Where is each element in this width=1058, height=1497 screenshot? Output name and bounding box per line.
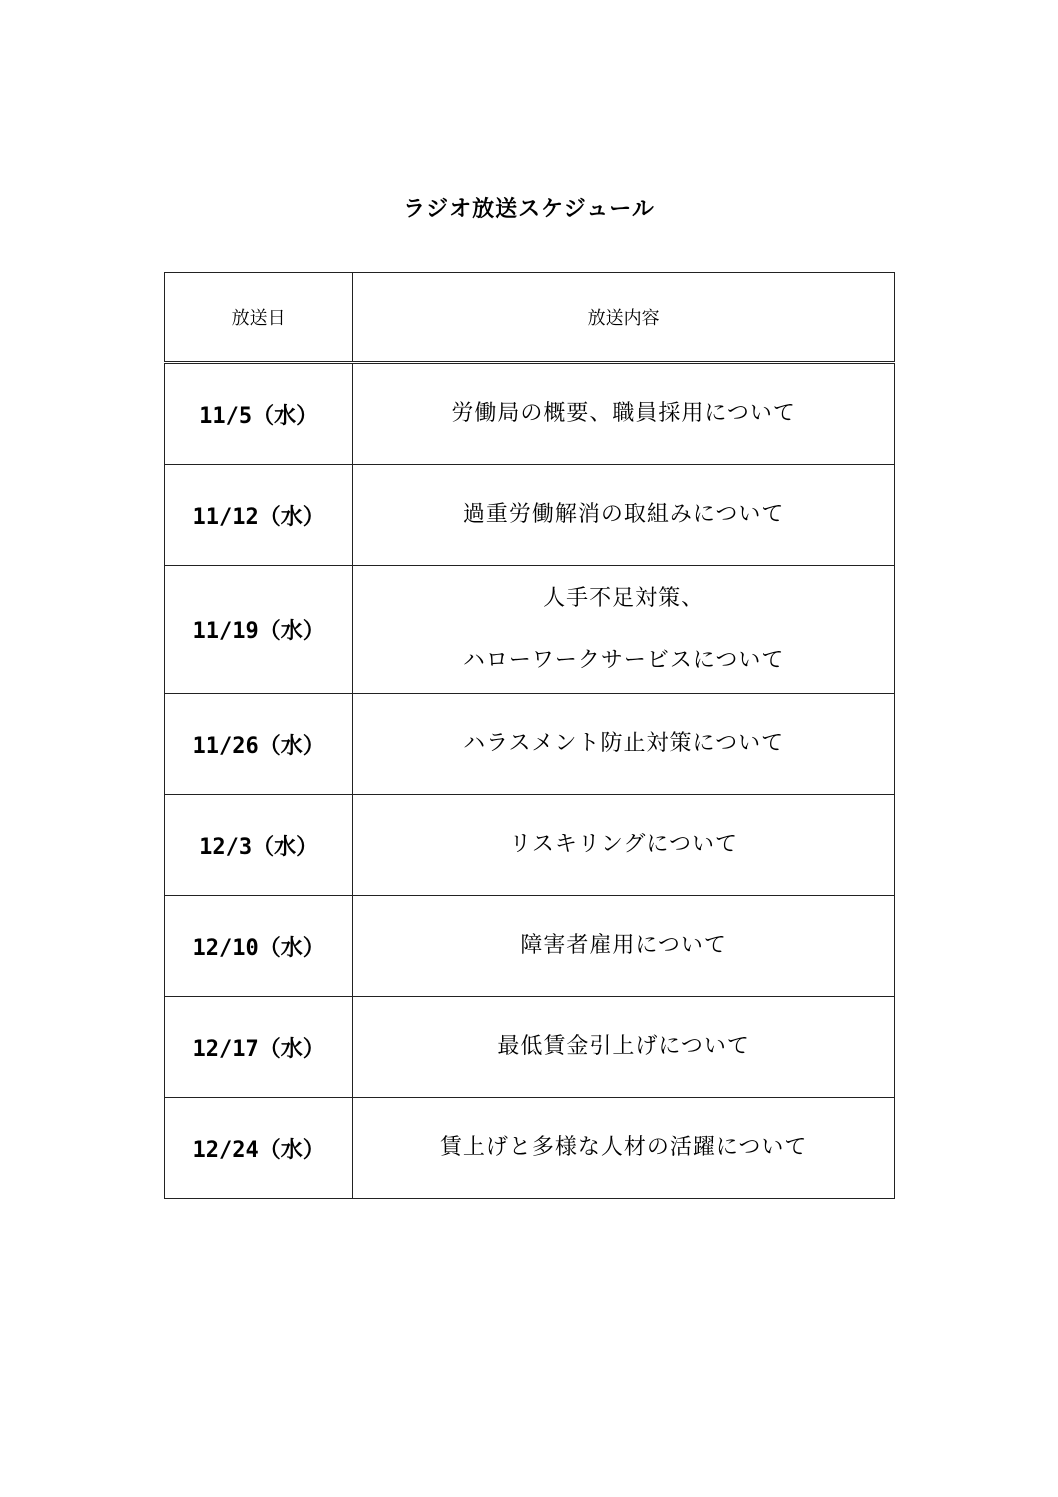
- broadcast-content: [353, 795, 895, 896]
- broadcast-date: 12/24（水）: [165, 1098, 353, 1199]
- content-line: リスキリングについて: [509, 832, 738, 857]
- column-header-content: 放送内容: [353, 273, 895, 363]
- table-row: [165, 694, 895, 795]
- broadcast-content: [353, 997, 895, 1098]
- broadcast-content: [353, 465, 895, 566]
- table-row: [165, 1098, 895, 1199]
- broadcast-date: 12/3（水）: [165, 795, 353, 896]
- broadcast-date: 12/10（水）: [165, 896, 353, 997]
- table-row: [165, 896, 895, 997]
- broadcast-content: [353, 896, 895, 997]
- broadcast-date: 11/12（水）: [165, 465, 353, 566]
- table-row: [165, 363, 895, 465]
- broadcast-content: [353, 566, 895, 694]
- broadcast-date: 11/26（水）: [165, 694, 353, 795]
- content-line: 障害者雇用について: [520, 933, 727, 958]
- broadcast-content: [353, 694, 895, 795]
- content-line: 人手不足対策、: [543, 585, 705, 611]
- content-line: 最低賃金引上げについて: [497, 1034, 750, 1059]
- table-row: [165, 465, 895, 566]
- content-line: ハローワークサービスについて: [462, 647, 785, 673]
- content-line: 労働局の概要、職員採用について: [451, 401, 796, 426]
- content-line: 過重労働解消の取組みについて: [462, 502, 785, 527]
- page-title: ラジオ放送スケジュール: [403, 197, 655, 222]
- content-line: ハラスメント防止対策について: [463, 731, 785, 756]
- column-header-date: 放送日: [165, 273, 353, 363]
- table-row: [165, 997, 895, 1098]
- content-line: 賃上げと多様な人材の活躍について: [439, 1135, 808, 1160]
- broadcast-date: 12/17（水）: [165, 997, 353, 1098]
- broadcast-date: 11/5（水）: [165, 363, 353, 465]
- broadcast-date: 11/19（水）: [165, 566, 353, 694]
- table-row: [165, 566, 895, 694]
- broadcast-content: [353, 363, 895, 465]
- table-row: [165, 795, 895, 896]
- table-header-row: [165, 273, 895, 363]
- broadcast-schedule-table: [164, 272, 895, 1199]
- broadcast-content: [353, 1098, 895, 1199]
